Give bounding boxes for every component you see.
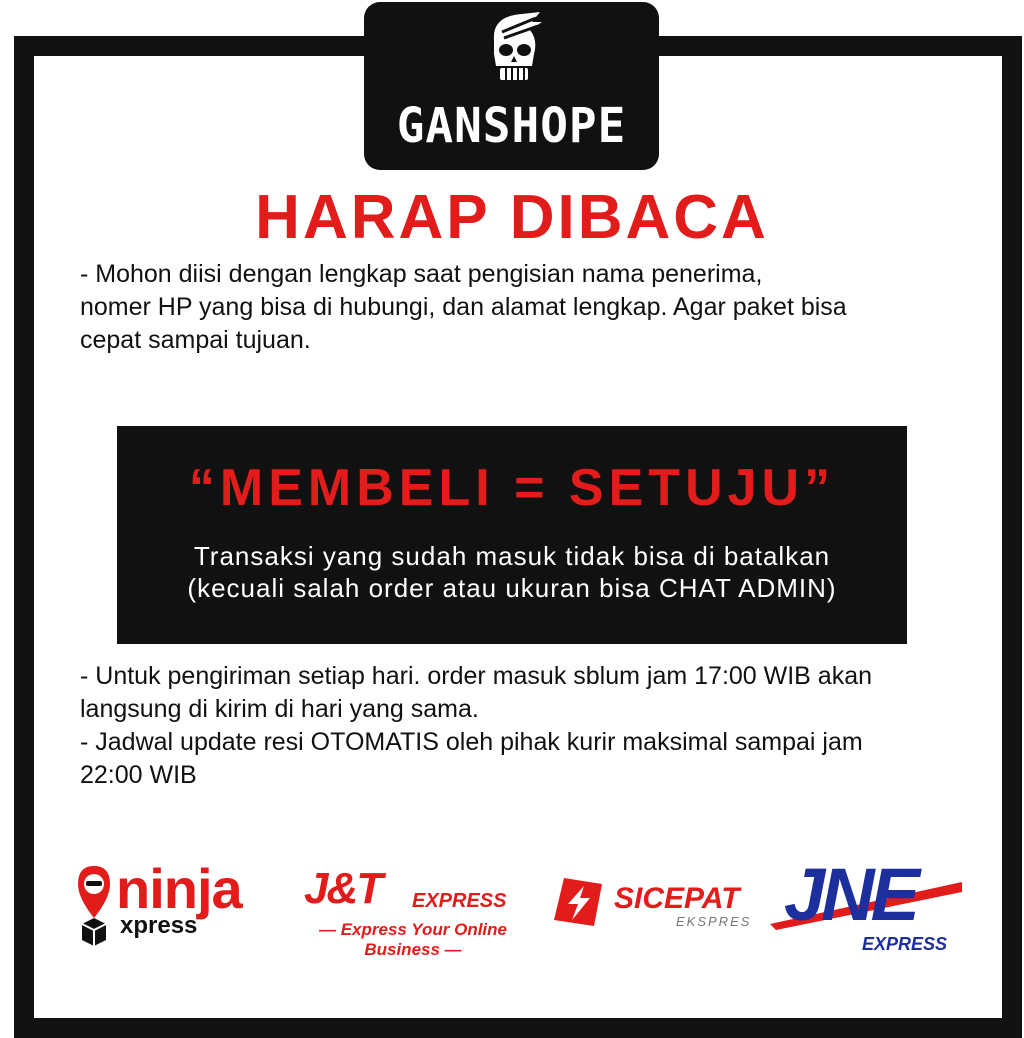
policy-slogan: “MEMBELI = SETUJU” bbox=[188, 459, 836, 517]
shipping-info: - Untuk pengiriman setiap hari. order masuk sblum jam 17:00 WIB akan langsung di kirim di hari yang sama. - Jadwal update resi OTOMATIS oleh pihak kurir maksimal sampai jam 22:00 WIB bbox=[80, 662, 873, 789]
jnt-express-logo bbox=[282, 864, 544, 959]
jne-wordmark: JNE bbox=[784, 853, 916, 936]
location-pin-icon bbox=[74, 864, 114, 948]
ninja-wordmark: ninja bbox=[116, 857, 242, 920]
jnt-tagline: — Express Your Online Business — bbox=[318, 920, 507, 959]
policy-banner bbox=[117, 426, 907, 644]
order-instructions: - Mohon diisi dengan lengkap saat pengisian nama penerima, nomer HP yang bisa di hubungi, dan alamat lengkap. Agar paket bisa cepat sampai tujuan. bbox=[80, 260, 847, 354]
jne-express-logo bbox=[766, 853, 962, 962]
ninja-sub-wordmark: xpress bbox=[120, 912, 198, 939]
sicepat-logo bbox=[550, 868, 760, 938]
ninja-xpress-logo bbox=[74, 857, 274, 952]
brand-name: GANSHOPE bbox=[396, 96, 627, 154]
jnt-wordmark: J&T bbox=[304, 864, 382, 913]
sicepat-bolt-icon bbox=[550, 874, 606, 930]
policy-details: Transaksi yang sudah masuk tidak bisa di batalkan (kecuali salah order atau ukuran bisa CHAT ADMIN) bbox=[187, 541, 837, 603]
notice-heading: HARAP DIBACA bbox=[255, 183, 769, 252]
jnt-express-label: EXPRESS bbox=[412, 890, 507, 912]
jne-express-label: EXPRESS bbox=[862, 934, 948, 954]
skull-logo-icon bbox=[482, 10, 546, 90]
sicepat-wordmark: SICEPAT bbox=[614, 882, 740, 915]
sicepat-sub-wordmark: EKSPRES bbox=[676, 914, 752, 929]
brand-header bbox=[364, 2, 659, 170]
